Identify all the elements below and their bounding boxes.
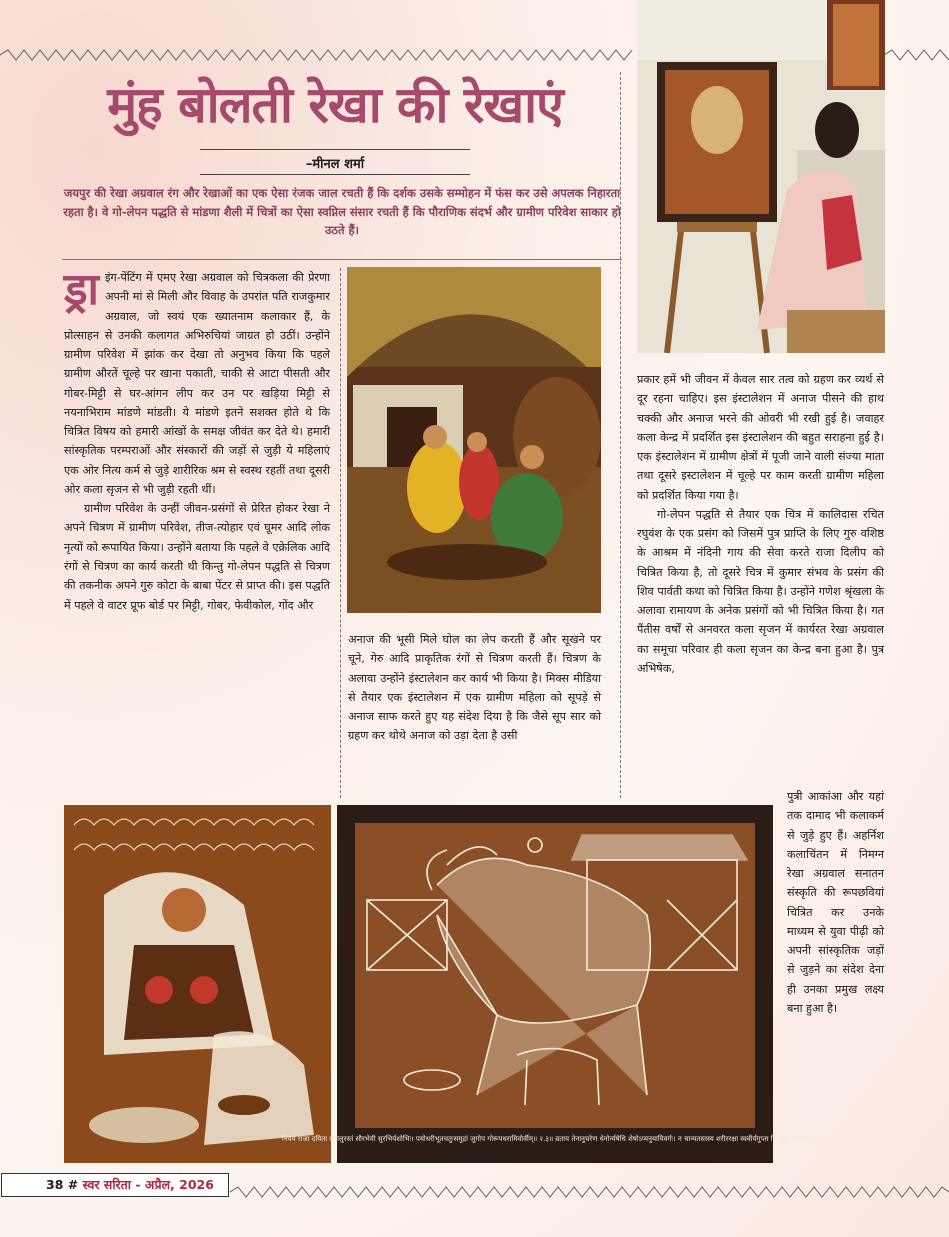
nandini-cow-painting: [281, 805, 829, 1163]
column-divider-2: [620, 72, 621, 798]
col1-paragraph-1: इंग-पेंटिंग में एमए रेखा अग्रवाल को चित्रकला की प्रेरणा अपनी मां से मिली और विवाह के उपरांत पति राजकुमार अग्रवाल, जो स्वयं एक ख्यातनाम कलाकार हैं, के प्रोत्साहन से उनकी कलागत अभिरुचियां जाग्रत हो उठीं। उन्होंने ग्रामीण परिवेश में झांक कर देखा तो अनुभव किया कि पहले ग्रामीण औरतें चूल्हे पर खाना पकाती, चाकी से आटा पीसती और गोबर-मिट्टी से घर-आंगन लीप कर उन पर खड़िया मिट्टी से नयनाभिराम मांडणे मांडती। ये मांडणे इतने सशक्त होते थे कि चित्रित विषय को हमारी आंखों के समक्ष जीवंत कर देते थे। हमारी सांस्कृतिक परम्पराओं और संस्कारों की जड़ों से जुड़ी ये महिलाएं एक ओर नित्य कर्म से जुड़े शारीरिक श्रम से स्वस्थ रहतीं तथा दूसरी ओर कला सृजन से भी जुड़ी रहती थीं।: [64, 271, 330, 496]
mandana-woman-painting: [64, 805, 331, 1163]
page-footer: [1, 1173, 229, 1197]
artist-photo: [637, 0, 885, 353]
column-3: [637, 370, 884, 678]
col3-paragraph-3: पुत्री आकांआ और यहां तक दामाद भी कलाकर्म से जुड़े हुए हैं। अहर्निश कलाचिंतन में निमग्न रेखा अग्रवाल सनातन संस्कृति की रूपछवियां चित्रित कर उनके माध्यम से युवा पीढ़ी को अपनी सांस्कृतिक जड़ों से जुड़ने का संदेश देना ही उनका प्रमुख लक्ष्य बना हुआ है।: [787, 790, 884, 1015]
col3-paragraph-2: गो-लेपन पद्धति से तैयार एक चित्र में कालिदास रचित रघुवंश के एक प्रसंग को जिसमें पुत्र प्राप्ति के लिए गुरु वशिष्ठ के आश्रम में नंदिनी गाय की सेवा करते राजा दिलीप को चित्रित किया है, तो दूसरे चित्र में कुमार संभव के प्रसंग की शिव पार्वती कथा को चित्रित किया है। उन्होंने गणेश श्रृंखला के अलावा रामायण के अनेक प्रसंगों को भी चित्रित किया है। गत पैंतीस वर्षों से अनवरत कला सृजन में कार्यरत रेखा अग्रवाल का समूचा परिवार ही कला सृजन का केन्द्र बना हुआ है। पुत्र अभिषेक,: [637, 507, 884, 675]
column-1: [64, 264, 331, 615]
column-divider-1: [340, 268, 341, 798]
intro-rule: [62, 259, 622, 260]
col2-paragraph-1: अनाज की भूसी मिले घोल का लेप करती हैं और सूखने पर चूने, गेरु आदि प्राकृतिक रंगों से चित्रण करती हैं। चित्रण के अलावा उन्होंने इंस्टालेशन कर कार्य भी किया है। मिक्स मीडिया से तैयार एक इंस्टालेशन में एक ग्रामीण महिला को सूपड़े से अनाज साफ करते हुए यह संदेश दिया है कि जैसे सूप सार को ग्रहण कर थोथे अनाज को उड़ा देता है उसी: [348, 633, 601, 743]
village-women-painting: [347, 267, 601, 613]
column-3-continuation: [787, 787, 884, 1018]
drop-cap: ड्रा: [64, 264, 99, 315]
author-byline: –मीनल शर्मा: [305, 157, 365, 172]
title-rule: [200, 149, 470, 150]
column-2: [348, 630, 601, 746]
col1-paragraph-2: ग्रामीण परिवेश के उन्हीं जीवन-प्रसंगों से प्रेरित होकर रेखा ने अपने चित्रण में ग्रामीण परिवेश, तीज-त्योहार एवं घूमर आदि लोक नृत्यों को रूपायित किया। उन्होंने बताया कि पहले वे एक्रेलिक आदि रंगों से चित्रण का कार्य करती थी किन्तु गो-लेपन पद्धति से चित्रण की तकनीक अपने गुरु कोटा के बाबा पेंटर से प्राप्त की। इस पद्धति में पहले वे वाटर प्रूफ बोर्ड पर मिट्टी, गोबर, फेवीकोल, गोंद और: [64, 502, 331, 612]
page-number: 38 #: [46, 1177, 79, 1192]
magazine-name: स्वर सरिता - अप्रैल, 2026: [82, 1177, 214, 1192]
col3-paragraph-1: प्रकार हमें भी जीवन में केवल सार तत्व को ग्रहण कर व्यर्थ से दूर रहना चाहिए। इस इंस्टालेशन में अनाज पीसने की हाथ चक्की और अनाज भरने की ओवरी भी रखी हुई है। जवाहर कला केन्द्र में प्रदर्शित इस इंस्टालेशन की बहुत सराहना हुई है। एक इंस्टालेशन में ग्रामीण क्षेत्रों में पूजी जाने वाली संज्या माता तथा दूसरे इस्टालेशन में चूल्हे पर काम करती ग्रामीण महिला को प्रदर्शित किया गया है।: [637, 373, 884, 502]
intro-paragraph: जयपुर की रेखा अग्रवाल रंग और रेखाओं का एक ऐसा रंजक जाल रचती हैं कि दर्शक उसके सम्मोहन में फंस कर उसे अपलक निहारता रहता है। वे गो-लेपन पद्धति से मांडणा शैली में चित्रों का ऐसा स्वप्निल संसार रचती हैं कि पौराणिक संदर्भ और ग्रामीण परिवेश साकार हो उठते हैं।: [63, 186, 621, 238]
article-title: मुंह बोलती रेखा की रेखाएं: [107, 76, 563, 134]
author-rule: [200, 174, 470, 175]
painting-caption: निवर्य राजा दयिता दयालुरस्तं सौरभेयी सुरभिर्यशोभिः। पयोधरीभूतचतुःसमुद्रां जुगोप गोरूपधरामिवोर्वीम्॥ २.३॥ व्रताय तेनानुचरेण धेनोर्न्यषेधि शेषोऽप्यनुयायिवर्गः। न चान्यतस्तस्य शरीररक्षा स्ववीर्यगुप्ता हि मनोः प्रसूतिः॥ २.४॥: [281, 1135, 829, 1143]
